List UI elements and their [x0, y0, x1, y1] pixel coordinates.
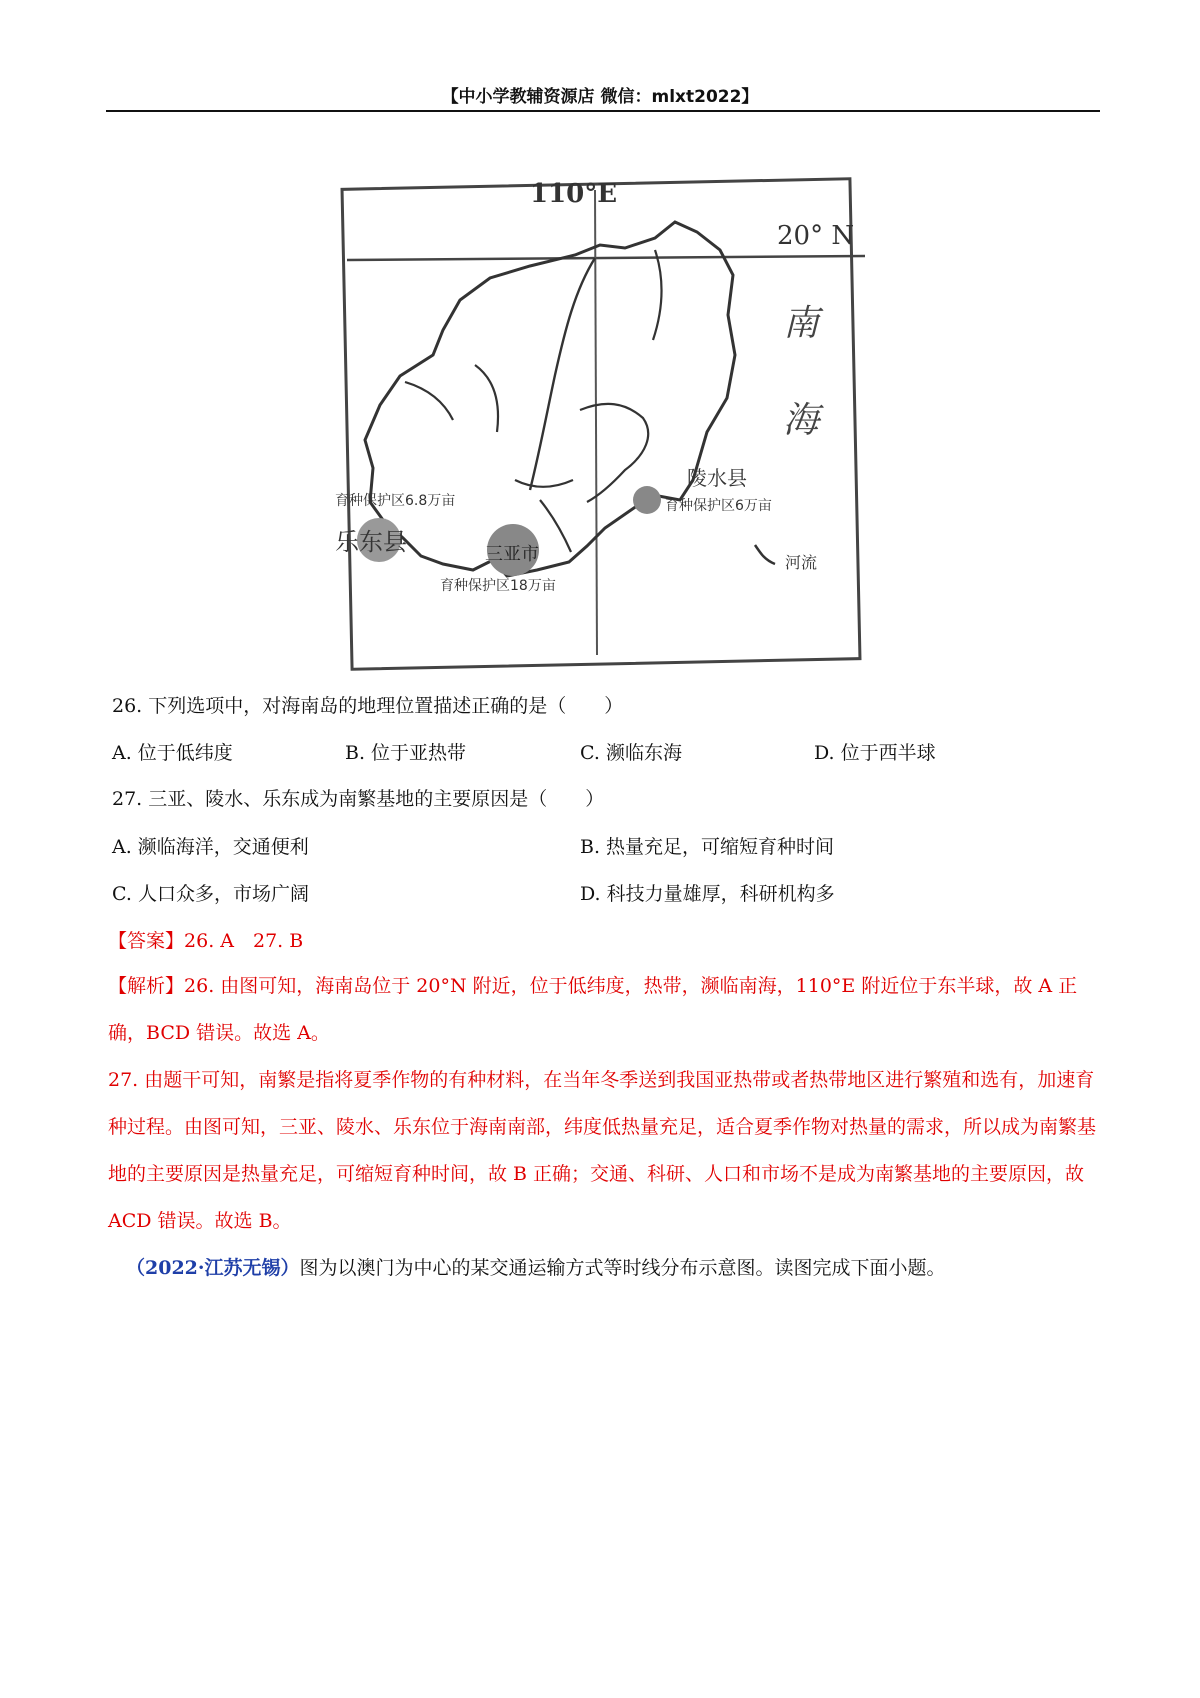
- q27-option-d: D. 科技力量雄厚，科研机构多: [580, 883, 835, 905]
- next-question-intro: [126, 1254, 946, 1282]
- next-question-text: 图为以澳门为中心的某交通运输方式等时线分布示意图。读图完成下面小题。: [299, 1257, 946, 1279]
- analysis-tag: 【解析】: [108, 975, 185, 997]
- analysis-p1-text: 26. 由图可知，海南岛位于 20°N 附近，位于低纬度，热带，濒临南海，110°E 附近位于东半球，故 A 正确，BCD 错误。故选 A。: [108, 975, 1078, 1044]
- answer-tag: 【答案】: [108, 930, 185, 952]
- hainan-map-figure: [325, 150, 870, 675]
- ledong-name: 乐东县: [335, 528, 407, 556]
- sanya-name: 三亚市: [485, 544, 539, 565]
- ledong-caption: 育种保护区6.8万亩: [335, 493, 456, 509]
- answer-line: [108, 927, 303, 955]
- sea-label-1: 南: [783, 303, 820, 344]
- q27-stem: 27. 三亚、陵水、乐东成为南繁基地的主要原因是（ ）: [112, 788, 605, 810]
- q27-option-b: B. 热量充足，可缩短育种时间: [580, 836, 835, 858]
- header-rule: [106, 110, 1100, 112]
- page-header: 【中小学教辅资源店 微信：mlxt2022】: [441, 87, 759, 107]
- q26-option-d: D. 位于西半球: [814, 742, 936, 764]
- q26-option-b: B. 位于亚热带: [345, 742, 467, 764]
- sea-label-2: 海: [783, 400, 820, 441]
- q26-option-c: C. 濒临东海: [580, 742, 682, 764]
- latitude-label: 20° N: [777, 221, 855, 251]
- next-question-source: （2022·江苏无锡）: [126, 1257, 300, 1279]
- answer-text: 26. A 27. B: [184, 930, 304, 952]
- analysis-p2: 27. 由题干可知，南繁是指将夏季作物的有种材料，在当年冬季送到我国亚热带或者热带地区进行繁殖和选有，加速育种过程。由图可知，三亚、陵水、乐东位于海南南部，纬度低热量充足，适合夏季作物对热量的需求，所以成为南繁基地的主要原因是热量充足，可缩短育种时间，故 B 正确；交通、科研、人口和市场不是成为南繁基地的主要原因，故 ACD 错误。故选 B。: [108, 1069, 1097, 1232]
- longitude-label: 110°E: [530, 179, 618, 209]
- lingshui-caption: 育种保护区6万亩: [665, 498, 772, 514]
- q26-option-a: A. 位于低纬度: [112, 742, 233, 764]
- sanya-caption: 育种保护区18万亩: [440, 578, 556, 594]
- legend-label: 河流: [785, 553, 818, 572]
- analysis-block: [108, 963, 1098, 1245]
- q27-option-c: C. 人口众多，市场广阔: [112, 883, 309, 905]
- q27-option-a: A. 濒临海洋，交通便利: [112, 836, 309, 858]
- lingshui-dot: [633, 486, 661, 514]
- lingshui-name: 陵水县: [687, 466, 747, 490]
- q26-stem: 26. 下列选项中，对海南岛的地理位置描述正确的是（ ）: [112, 695, 624, 717]
- analysis-p1: [108, 963, 1098, 1057]
